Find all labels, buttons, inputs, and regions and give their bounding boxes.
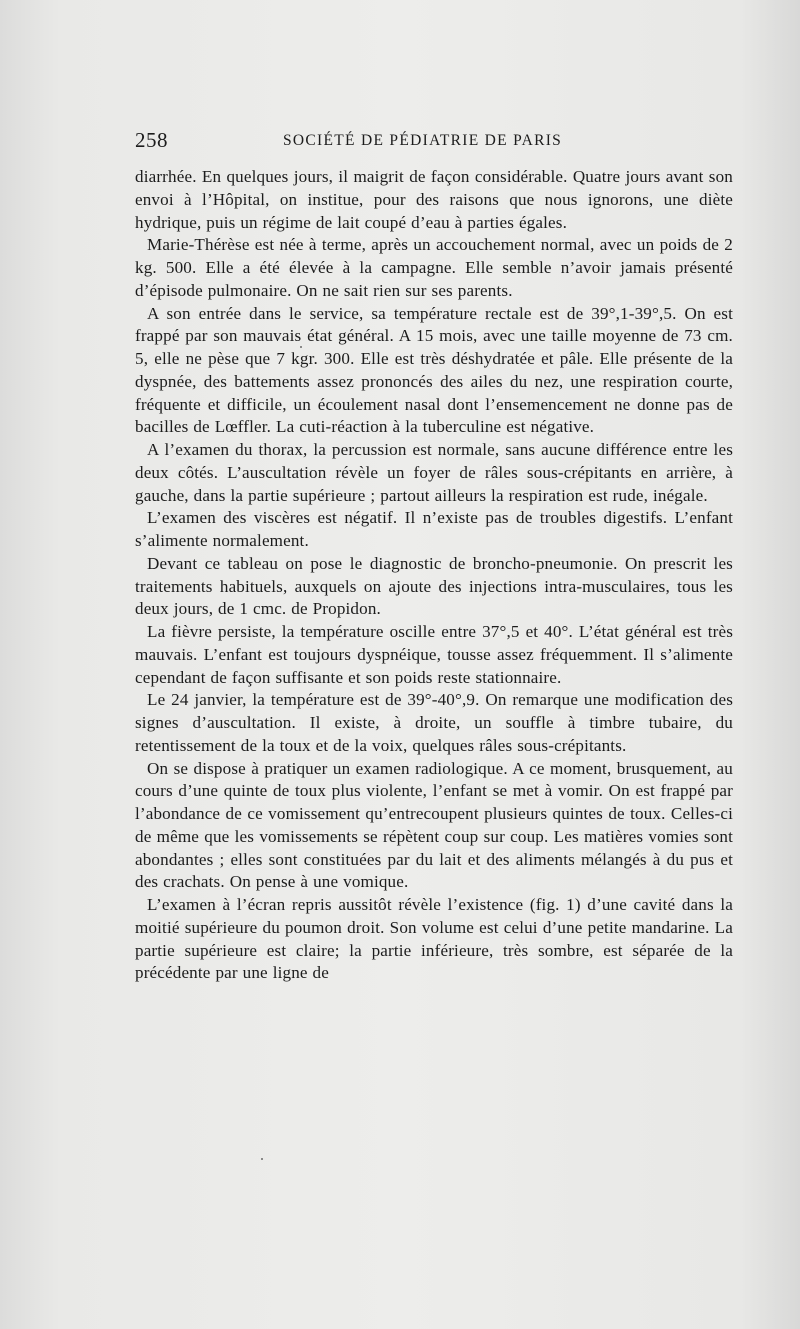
paragraph-thorax-exam: A l’examen du thorax, la percussion est normale, sans aucune différence entre les deux côtés. L’auscultation révèle un foyer de râles sous-crépitants en arrière, à gauche, dans la partie supérieure ; partout ailleurs la respiration est rude, inégale. xyxy=(135,440,733,505)
paragraph-viscera-exam: L’examen des viscères est négatif. Il n’existe pas de troubles digestifs. L’enfant s’alimente normalement. xyxy=(135,508,733,550)
paragraph-diarrhea: diarrhée. En quelques jours, il maigrit de façon considérable. Quatre jours avant son envoi à l’Hôpital, on institue, pour des raisons que nous ignorons, une diète hydrique, puis un régime de lait coupé d’eau à parties égales. xyxy=(135,167,733,232)
body-text xyxy=(135,166,733,985)
dust-speck xyxy=(300,346,302,348)
paragraph-diagnosis: Devant ce tableau on pose le diagnostic de broncho-pneumonie. On prescrit les traitements habituels, auxquels on ajoute des injections intra-musculaires, tous les deux jours, de 1 cmc. de Propidon. xyxy=(135,553,733,619)
paragraph-admission: A son entrée dans le service, sa température rectale est de 39°,1-39°,5. On est frappé par son mauvais état général. A 15 mois, avec une taille moyenne de 73 cm. 5, elle ne pèse que 7 kgr. 300. Elle est très déshydratée et pâle. Elle présente de la dyspnée, des battements assez prononcés des ailes du nez, une respiration courte, fréquente et difficile, un écoulement nasal dont l’ensemencement ne donne pas de bacilles de Lœffler. La cuti-réaction à la tuberculine est négative. xyxy=(135,303,733,437)
paragraph-january-24: Le 24 janvier, la température est de 39°-40°,9. On remarque une modification des signes d’auscultation. Il existe, à droite, un souffle à timbre tubaire, du retentissement de la toux et de la voix, quelques râles sous-crépitants. xyxy=(135,690,733,755)
page-header xyxy=(135,128,735,154)
page-number: 258 xyxy=(135,128,168,152)
dust-speck xyxy=(261,1158,263,1160)
paragraph-screen-exam: L’examen à l’écran repris aussitôt révèle l’existence (fig. 1) d’une cavité dans la moitié supérieure du poumon droit. Son volume est celui d’une petite mandarine. La partie supérieure est claire; la partie inférieure, très sombre, est séparée de la précédente par une ligne de xyxy=(135,895,733,983)
paragraph-fever: La fièvre persiste, la température oscille entre 37°,5 et 40°. L’état général est très mauvais. L’enfant est toujours dyspnéique, tousse assez fréquemment. Il s’alimente cependant de façon suffisante et son poids reste stationnaire. xyxy=(135,622,733,687)
paragraph-birth: Marie-Thérèse est née à terme, après un accouchement normal, avec un poids de 2 kg. 500. Elle a été élevée à la campagne. Elle semble n’avoir jamais présenté d’épisode pulmonaire. On ne sait rien sur ses parents. xyxy=(135,235,733,300)
running-title: SOCIÉTÉ DE PÉDIATRIE DE PARIS xyxy=(283,132,563,149)
paragraph-vomiting: On se dispose à pratiquer un examen radiologique. A ce moment, brusquement, au cours d’une quinte de toux plus violente, l’enfant se met à vomir. On est frappé par l’abondance de ce vomissement qu’entrecoupent plusieurs quintes de toux. Celles-ci de même que les vomissements se répètent coup sur coup. Les matières vomies sont abondantes ; elles sont constituées par du lait et des aliments mélangés à du pus et des crachats. On pense à une vomique. xyxy=(135,758,733,892)
